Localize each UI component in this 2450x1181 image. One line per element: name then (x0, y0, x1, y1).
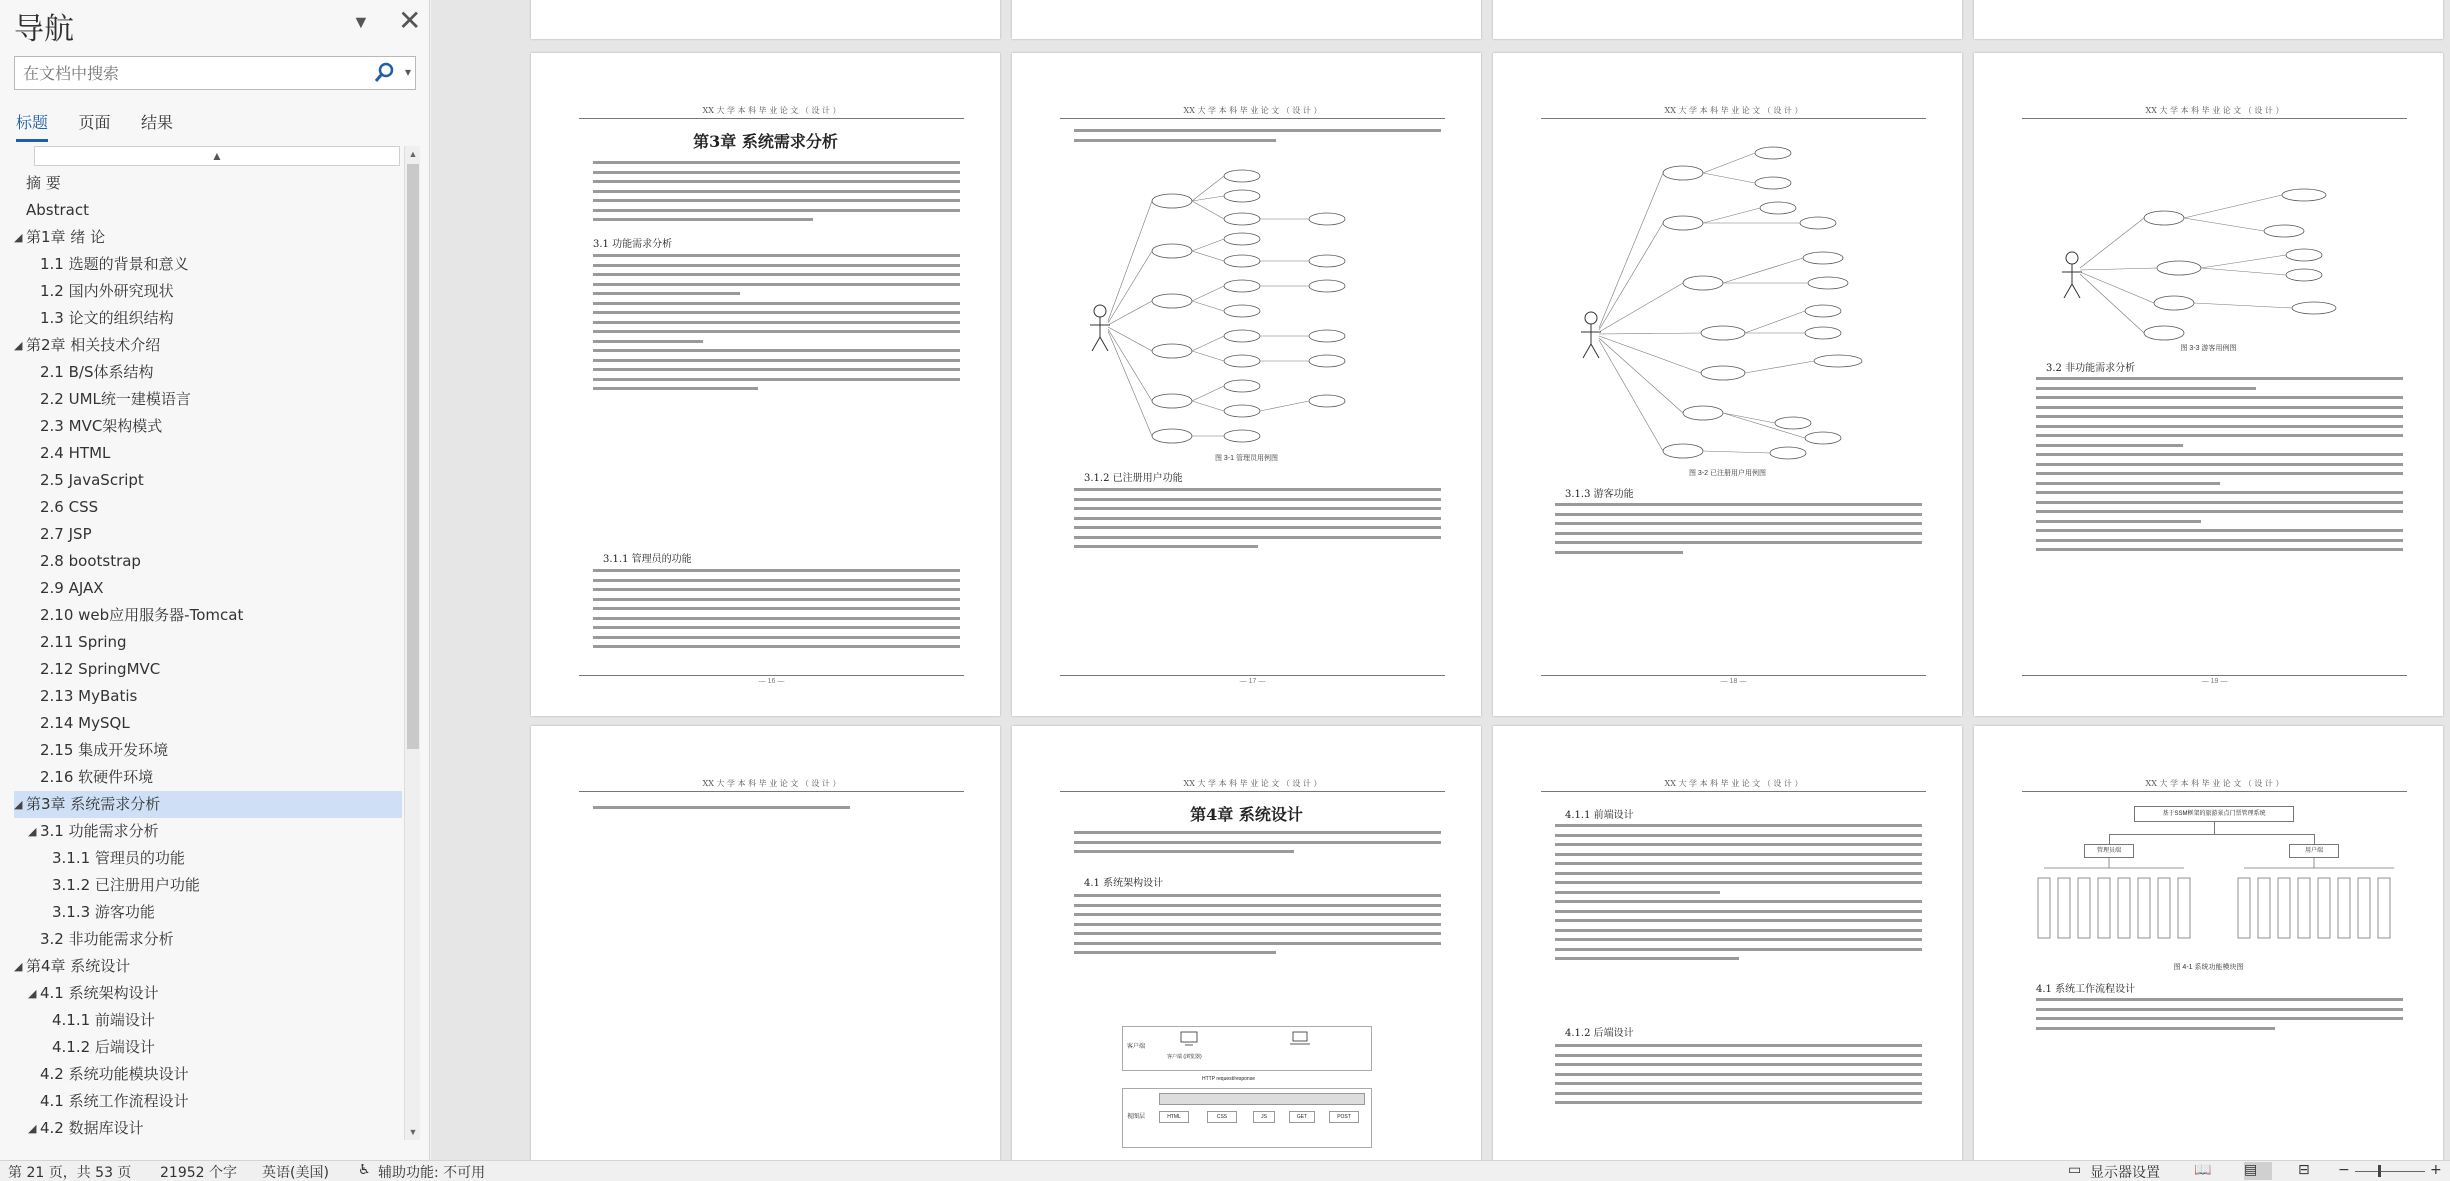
zoom-slider[interactable] (2355, 1171, 2425, 1172)
collapse-arrow-icon[interactable]: ◢ (14, 960, 23, 973)
post-box: POST (1329, 1111, 1359, 1123)
get-box: GET (1289, 1111, 1315, 1123)
paragraph-block (593, 569, 960, 655)
paragraph-block (1074, 894, 1441, 961)
page-header: XX 大 学 本 科 毕 业 论 文 （ 设 计 ） (1541, 105, 1926, 119)
nav-heading-label: 2.1 B/S体系结构 (40, 363, 154, 381)
subsection-heading: 3.1.2 已注册用户功能 (1084, 473, 1183, 484)
user-module: 用户端 (2289, 844, 2339, 858)
visitor-use-case-diagram (2054, 133, 2384, 343)
accessibility-status[interactable]: 辅助功能: 不可用 (378, 1165, 486, 1181)
page-footer: — 18 — (1541, 675, 1926, 685)
nav-heading-label: 4.1 系统架构设计 (40, 984, 159, 1002)
view-layer (1122, 1088, 1372, 1148)
scroll-up-icon[interactable]: ▲ (408, 149, 418, 159)
paragraph-block (1074, 129, 1441, 148)
collapse-arrow-icon[interactable]: ◢ (28, 987, 37, 1000)
nav-heading-item[interactable] (14, 791, 402, 818)
nav-heading-label: 3.2 非功能需求分析 (40, 930, 174, 948)
http-label: HTTP request/response (1202, 1076, 1255, 1082)
figure-caption: 图 4-1 系统功能模块图 (2173, 964, 2244, 971)
nav-heading-item[interactable] (14, 629, 402, 656)
nav-heading-label: Abstract (26, 201, 89, 219)
nav-heading-label: 3.1.2 已注册用户功能 (52, 876, 200, 894)
nav-heading-label: 第1章 绪 论 (26, 228, 106, 246)
section-heading: 3.1 功能需求分析 (593, 239, 673, 250)
figure-caption: 图 3-3 游客用例图 (2180, 345, 2237, 352)
zoom-out-icon[interactable]: − (2338, 1162, 2350, 1178)
nav-heading-label: 2.3 MVC架构模式 (40, 417, 163, 435)
nav-heading-item[interactable] (14, 305, 402, 332)
nav-heading-item[interactable] (14, 467, 402, 494)
paragraph-block (2036, 998, 2403, 1036)
nav-heading-label: 1.3 论文的组织结构 (40, 309, 174, 327)
nav-heading-item[interactable] (14, 926, 402, 953)
nav-heading-label: 1.1 选题的背景和意义 (40, 255, 189, 273)
admin-use-case-diagram (1082, 161, 1422, 451)
nav-heading-item[interactable] (14, 521, 402, 548)
paragraph-block (593, 806, 960, 816)
nav-heading-item[interactable] (14, 710, 402, 737)
nav-heading-item[interactable] (14, 440, 402, 467)
paragraph-block (1555, 824, 1922, 967)
word-count[interactable]: 21952 个字 (160, 1165, 237, 1181)
nav-heading-item[interactable] (14, 1034, 402, 1061)
navigation-pane (0, 0, 430, 1160)
figure-caption: 图 3-1 管理员用例图 (1214, 455, 1278, 462)
page-17 (1012, 53, 1481, 716)
page-21 (1012, 726, 1481, 1160)
nav-heading-label: 4.2 数据库设计 (40, 1119, 144, 1137)
nav-heading-item[interactable] (14, 170, 402, 197)
nav-heading-item[interactable] (14, 980, 402, 1007)
nav-heading-item[interactable] (14, 413, 402, 440)
page-header: XX 大 学 本 科 毕 业 论 文 （ 设 计 ） (579, 778, 964, 792)
collapse-up-icon[interactable]: ▲ (34, 146, 400, 166)
paragraph-block (1074, 831, 1441, 860)
nav-heading-label: 1.2 国内外研究现状 (40, 282, 174, 300)
scrollbar-thumb[interactable] (407, 164, 419, 749)
nav-heading-item[interactable] (14, 548, 402, 575)
page-header: XX 大 学 本 科 毕 业 论 文 （ 设 计 ） (2022, 105, 2407, 119)
nav-heading-label: 第3章 系统需求分析 (26, 795, 161, 813)
laptop-icon (1289, 1031, 1311, 1047)
nav-heading-label: 2.12 SpringMVC (40, 660, 161, 678)
subsection-heading: 4.1.2 后端设计 (1565, 1028, 1634, 1039)
nav-heading-item[interactable] (14, 737, 402, 764)
nav-title: 导航 (14, 12, 74, 47)
nav-heading-label: 4.2 系统功能模块设计 (40, 1065, 189, 1083)
nav-heading-label: 第2章 相关技术介绍 (26, 336, 161, 354)
paragraph-block (1555, 1044, 1922, 1111)
search-options-chevron-icon[interactable]: ▾ (404, 65, 411, 79)
nav-scrollbar[interactable] (404, 146, 420, 1140)
close-icon[interactable]: ✕ (398, 5, 422, 36)
section-heading: 4.1 系统工作流程设计 (2036, 984, 2136, 995)
page-19 (1974, 53, 2443, 716)
nav-heading-label: 3.1.1 管理员的功能 (52, 849, 185, 867)
page-count[interactable]: 第 21 页，共 53 页 (8, 1165, 132, 1181)
nav-heading-label: 第4章 系统设计 (26, 957, 131, 975)
architecture-diagram (1122, 1026, 1372, 1160)
nav-heading-label: 2.10 web应用服务器-Tomcat (40, 606, 244, 624)
subsection-heading: 4.1.1 前端设计 (1565, 810, 1634, 821)
accessibility-icon[interactable]: ♿ (358, 1162, 371, 1178)
paragraph-block (1555, 503, 1922, 560)
paragraph-block (593, 254, 960, 397)
zoom-in-icon[interactable]: + (2430, 1162, 2442, 1178)
function-module-diagram (2034, 806, 2404, 956)
status-bar (0, 1160, 2450, 1181)
nav-heading-item[interactable] (14, 278, 402, 305)
search-icon[interactable] (373, 61, 395, 85)
nav-heading-item[interactable] (14, 251, 402, 278)
page-header: XX 大 学 本 科 毕 业 论 文 （ 设 计 ） (2022, 778, 2407, 792)
nav-heading-label: 2.16 软硬件环境 (40, 768, 154, 786)
nav-heading-label: 2.4 HTML (40, 444, 111, 462)
tab-results[interactable]: 结果 (140, 113, 173, 132)
page-header: XX 大 学 本 科 毕 业 论 文 （ 设 计 ） (1060, 778, 1445, 792)
nav-heading-item[interactable] (14, 683, 402, 710)
web-layout-icon[interactable]: ⊟ (2298, 1162, 2310, 1178)
page-footer: — 19 — (2022, 675, 2407, 685)
nav-heading-item[interactable] (14, 332, 402, 359)
collapse-arrow-icon[interactable]: ◢ (14, 798, 23, 811)
browser-client-label: 客户端 (浏览器) (1167, 1054, 1202, 1060)
client-layer (1122, 1026, 1372, 1071)
html-box: HTML (1159, 1111, 1189, 1123)
nav-heading-label: 3.1 功能需求分析 (40, 822, 159, 840)
nav-heading-label: 2.9 AJAX (40, 579, 104, 597)
nav-heading-item[interactable] (14, 386, 402, 413)
language-status[interactable]: 英语(美国) (262, 1165, 329, 1181)
search-box[interactable] (14, 56, 416, 90)
paragraph-block (1074, 488, 1441, 555)
nav-heading-item[interactable] (14, 953, 402, 980)
paragraph-block (2036, 377, 2403, 558)
document-area[interactable] (431, 0, 2450, 1160)
nav-heading-item[interactable] (14, 494, 402, 521)
nav-heading-item[interactable] (14, 818, 402, 845)
nav-heading-label: 2.7 JSP (40, 525, 92, 543)
nav-heading-item[interactable] (14, 1061, 402, 1088)
scroll-down-icon[interactable]: ▼ (408, 1127, 418, 1137)
page-header: XX 大 学 本 科 毕 业 论 文 （ 设 计 ） (1060, 105, 1445, 119)
computer-icon (1179, 1031, 1199, 1047)
registered-user-use-case-diagram (1573, 133, 1903, 463)
nav-heading-label: 4.1 系统工作流程设计 (40, 1092, 189, 1110)
chapter-title: 第4章 系统设计 (1190, 805, 1303, 824)
nav-heading-label: 4.1.1 前端设计 (52, 1011, 155, 1029)
page-header: XX 大 学 本 科 毕 业 论 文 （ 设 计 ） (579, 105, 964, 119)
client-label: 客户端 (1127, 1044, 1146, 1050)
figure-caption: 图 3-2 已注册用户用例图 (1688, 470, 1766, 477)
display-settings-icon[interactable]: ▭ (2068, 1162, 2082, 1178)
tab-headings[interactable]: 标题 (16, 110, 48, 142)
paragraph-block (593, 161, 960, 228)
nav-heading-item[interactable] (14, 1088, 402, 1115)
nav-heading-item[interactable] (14, 764, 402, 791)
search-input[interactable] (15, 57, 355, 89)
section-heading: 3.2 非功能需求分析 (2046, 363, 2136, 374)
js-box: JS (1253, 1111, 1275, 1123)
nav-heading-label: 4.1.2 后端设计 (52, 1038, 155, 1056)
view-label: 视图层 (1127, 1114, 1146, 1120)
page-20 (531, 726, 1000, 1160)
css-box: CSS (1207, 1111, 1237, 1123)
nav-heading-label: 2.6 CSS (40, 498, 99, 516)
chapter-title: 第3章 系统需求分析 (693, 132, 838, 151)
admin-module: 管理员端 (2084, 844, 2134, 858)
nav-heading-item[interactable] (14, 197, 402, 224)
page-15-bottom (531, 0, 1000, 39)
heading-tree (14, 146, 402, 1142)
nav-heading-label: 2.11 Spring (40, 633, 127, 651)
nav-heading-label: 2.5 JavaScript (40, 471, 144, 489)
collapse-arrow-icon[interactable]: ◢ (28, 1122, 37, 1135)
nav-heading-item[interactable] (14, 575, 402, 602)
nav-heading-item[interactable] (14, 1007, 402, 1034)
module-leaves (2034, 858, 2404, 948)
collapse-arrow-icon[interactable]: ◢ (14, 231, 23, 244)
tab-pages[interactable]: 页面 (78, 113, 111, 132)
nav-heading-label: 3.1.3 游客功能 (52, 903, 155, 921)
nav-tabs (16, 110, 199, 144)
nav-heading-item[interactable] (14, 899, 402, 926)
read-mode-icon[interactable]: 📖 (2194, 1162, 2212, 1178)
nav-heading-item[interactable] (14, 656, 402, 683)
nav-heading-item[interactable] (14, 359, 402, 386)
nav-heading-item[interactable] (14, 872, 402, 899)
nav-heading-label: 2.14 MySQL (40, 714, 130, 732)
page-15d-bottom (1974, 0, 2443, 39)
nav-heading-item[interactable] (14, 224, 402, 251)
nav-heading-item[interactable] (14, 845, 402, 872)
print-layout-icon[interactable]: ▤ (2244, 1162, 2272, 1180)
page-header: XX 大 学 本 科 毕 业 论 文 （ 设 计 ） (1541, 778, 1926, 792)
nav-heading-label: 2.2 UML统一建模语言 (40, 390, 191, 408)
root-module: 基于SSM框架的旅游景点门票管理系统 (2134, 806, 2294, 822)
page-18 (1493, 53, 1962, 716)
page-16 (531, 53, 1000, 716)
nav-heading-label: 摘 要 (26, 174, 61, 192)
page-15c-bottom (1493, 0, 1962, 39)
page-23 (1974, 726, 2443, 1160)
section-heading: 4.1 系统架构设计 (1084, 878, 1164, 889)
display-settings-button[interactable]: 显示器设置 (2090, 1165, 2160, 1181)
nav-heading-label: 2.8 bootstrap (40, 552, 141, 570)
collapse-arrow-icon[interactable]: ◢ (14, 339, 23, 352)
page-footer: — 16 — (579, 675, 964, 685)
subsection-heading: 3.1.1 管理员的功能 (603, 554, 692, 565)
nav-heading-item[interactable] (14, 602, 402, 629)
page-footer: — 17 — (1060, 675, 1445, 685)
page-15b-bottom (1012, 0, 1481, 39)
nav-heading-label: 2.13 MyBatis (40, 687, 138, 705)
nav-heading-item[interactable] (14, 1115, 402, 1142)
nav-options-dropdown-icon[interactable]: ▼ (352, 12, 370, 32)
zoom-slider-thumb[interactable] (2378, 1165, 2381, 1177)
subsection-heading: 3.1.3 游客功能 (1565, 489, 1634, 500)
collapse-arrow-icon[interactable]: ◢ (28, 825, 37, 838)
nav-heading-label: 2.15 集成开发环境 (40, 741, 169, 759)
page-22 (1493, 726, 1962, 1160)
